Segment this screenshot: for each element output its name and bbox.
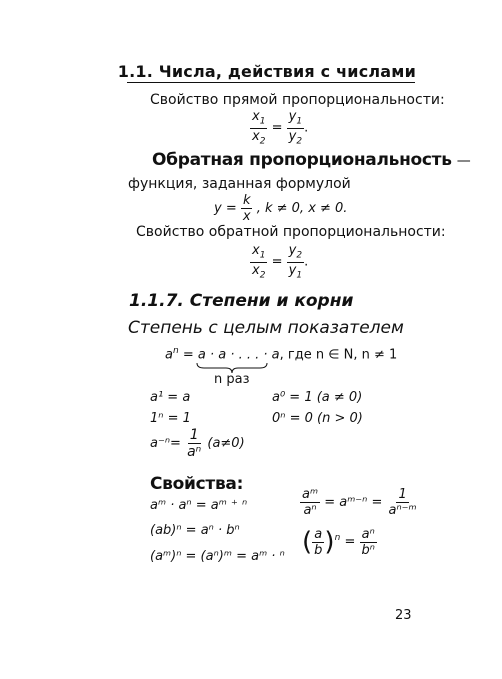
rule-negative-power: a⁻ⁿ= $\frac{1}{\text{aⁿ}}$ (a≠0) [150, 427, 245, 460]
inverse-definition: функция, заданная формулой [128, 176, 351, 192]
inverse-caption: Свойство обратной пропорциональности: [136, 224, 446, 240]
property-product-power: (ab)ⁿ = aⁿ · bⁿ [150, 523, 240, 538]
rule-0n: 0ⁿ = 0 (n > 0) [272, 411, 363, 426]
power-definition: $a^n = a \cdot a$ · . . . · a, где n ∈ N, n ≠ 1 [165, 346, 398, 363]
header-rule [127, 82, 415, 83]
rule-a0: a⁰ = 1 (a ≠ 0) [272, 390, 363, 405]
formula-y: y = [214, 201, 237, 216]
inverse-formula [214, 194, 347, 223]
product-expression: a · a · . . . · a [197, 347, 280, 363]
direct-proportion-formula: $\frac{x_1}{x_2}$ = $\frac{y_1}{y_2}$ . [252, 109, 309, 147]
inverse-term-line [152, 150, 471, 170]
rule-a1: a¹ = a [150, 390, 191, 405]
em-dash: — [456, 153, 471, 169]
property-product: aᵐ · aⁿ = aᵐ ⁺ ⁿ [150, 498, 248, 513]
fraction-x1-x2: $\frac{x_1}{x_2}$ [252, 109, 266, 147]
property-fraction-power: ( $\frac{a}{b}$ )$^n$ = $\frac{\text{aⁿ}}{\text{bⁿ}}$ [302, 526, 375, 558]
running-header: 1.1. Числа, действия с числами [117, 62, 416, 81]
subsection-title: Степень с целым показателем [128, 318, 404, 338]
properties-title: Свойства: [150, 474, 244, 494]
fraction-y1-y2: $\frac{y_1}{y_2}$ [288, 109, 303, 147]
fraction-k-x: $\frac{k}{x}$ [242, 193, 251, 224]
definition-conditions: , где n ∈ N, n ≠ 1 [279, 347, 398, 363]
direct-caption: Свойство прямой пропорциональности: [150, 92, 445, 108]
inverse-term: Обратная пропорциональность [152, 150, 452, 170]
property-power-of-power: (aᵐ)ⁿ = (aⁿ)ᵐ = aᵐ · ⁿ [150, 549, 285, 564]
page-number: 23 [395, 608, 412, 623]
inverse-proportion-formula: $\frac{x_1}{x_2}$ = $\frac{y_2}{y_1}$ . [252, 243, 309, 281]
section-title: 1.1.7. Степени и корни [129, 291, 354, 311]
rule-1n: 1ⁿ = 1 [150, 411, 191, 426]
brace-label: n раз [214, 372, 250, 387]
property-quotient: $\frac{\text{aᵐ}}{\text{aⁿ}}$ = aᵐ⁻ⁿ = $\frac{1}{\text{aⁿ⁻ᵐ}}$ [302, 487, 417, 518]
formula-conditions: , k ≠ 0, x ≠ 0. [256, 201, 348, 216]
